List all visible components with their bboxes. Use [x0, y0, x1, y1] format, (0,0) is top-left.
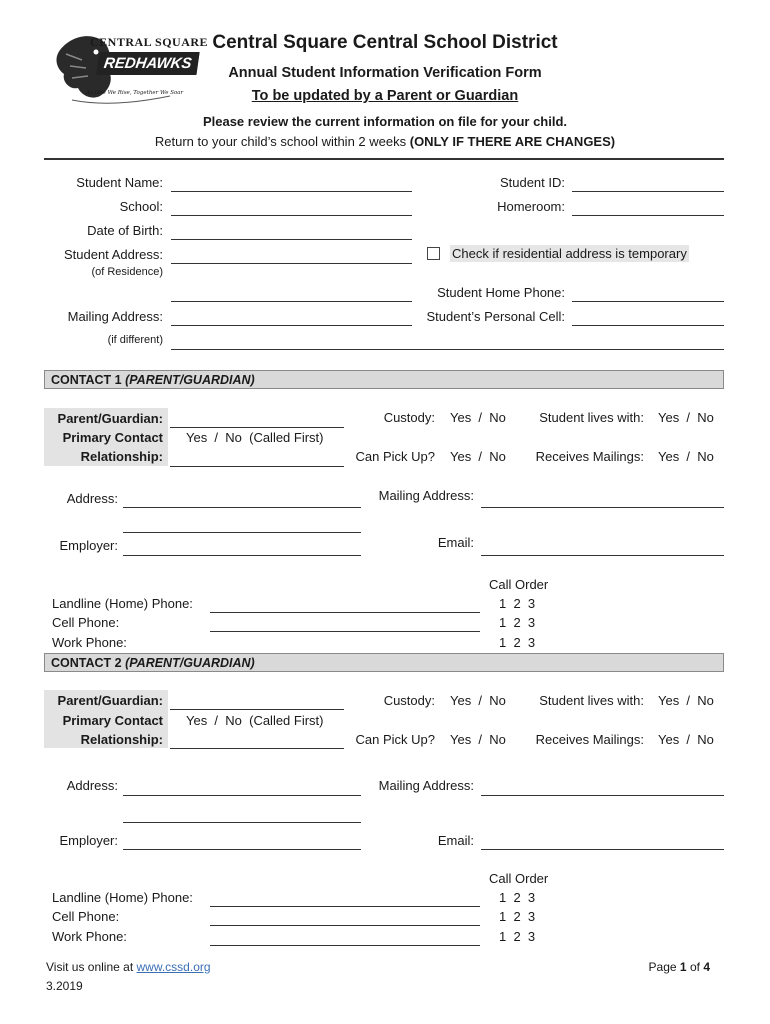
- mailing-address-sublabel: (if different): [107, 334, 163, 346]
- contact-1-address-field[interactable]: [123, 507, 361, 508]
- contact-1-mailings-options[interactable]: Yes / No: [658, 449, 714, 464]
- personal-cell-field[interactable]: [572, 325, 724, 326]
- contact-2-work-field[interactable]: [210, 945, 480, 946]
- homeroom-label: Homeroom:: [497, 199, 565, 214]
- contact-1-primary-options[interactable]: Yes / No (Called First): [186, 430, 324, 445]
- student-id-field[interactable]: [572, 191, 724, 192]
- contact-1-relationship-field[interactable]: [170, 466, 344, 467]
- contact-2-mailings-label: Receives Mailings:: [535, 732, 644, 747]
- contact-1-mailing-field[interactable]: [481, 507, 724, 508]
- student-address-field[interactable]: [171, 263, 412, 264]
- temporary-address-text: Check if residential address is temporary: [452, 246, 687, 261]
- contact-2-primary-options[interactable]: Yes / No (Called First): [186, 713, 324, 728]
- contact-2-relationship-field[interactable]: [170, 748, 344, 749]
- contact-2-pg-label: Parent/Guardian:: [57, 693, 163, 708]
- contact-1-employer-field[interactable]: [123, 555, 361, 556]
- dob-label: Date of Birth:: [87, 223, 163, 238]
- logo-tagline: As One We Rise, Together We Soar: [86, 90, 184, 96]
- student-address-label: Student Address:: [63, 247, 163, 262]
- student-id-label: Student ID:: [499, 175, 565, 190]
- mailing-address-field[interactable]: [171, 325, 412, 326]
- student-name-field[interactable]: [171, 191, 412, 192]
- student-name-label: Student Name:: [76, 175, 163, 190]
- contact-2-call-order-label: Call Order: [489, 871, 549, 886]
- contact-2-email-label: Email:: [437, 833, 474, 848]
- contact-2-address-label: Address:: [66, 778, 118, 793]
- return-note: [0, 134, 770, 149]
- contact-1-cell-field[interactable]: [210, 631, 480, 632]
- contact-1-primary-label: Primary Contact: [62, 430, 163, 445]
- contact-2-primary-label: Primary Contact: [62, 713, 163, 728]
- contact-1-relationship-label: Relationship:: [80, 449, 163, 464]
- contact-2-cell-field[interactable]: [210, 925, 480, 926]
- contact-1-heading-italic: (PARENT/GUARDIAN): [125, 373, 255, 387]
- review-note: Please review the current information on file for your child.: [202, 114, 568, 129]
- dob-field[interactable]: [171, 239, 412, 240]
- contact-2-pickup-label: Can Pick Up?: [355, 732, 435, 747]
- contact-1-mailings-label: Receives Mailings:: [535, 449, 644, 464]
- contact-2-custody-label: Custody:: [383, 693, 435, 708]
- contact-1-address-label: Address:: [66, 491, 118, 506]
- contact-1-address-field-2[interactable]: [123, 532, 361, 533]
- contact-2-landline-field[interactable]: [210, 906, 480, 907]
- footer-page-number: [649, 960, 710, 974]
- page-current: 1: [679, 960, 687, 974]
- contact-1-landline-order[interactable]: 1 2 3: [499, 596, 536, 611]
- contact-1-email-field[interactable]: [481, 555, 724, 556]
- contact-2-work-order[interactable]: 1 2 3: [499, 929, 536, 944]
- contact-2-pickup-options[interactable]: Yes / No: [450, 732, 506, 747]
- home-phone-label: Student Home Phone:: [437, 285, 565, 300]
- page-of: of: [689, 960, 700, 974]
- temporary-address-checkbox[interactable]: [427, 247, 440, 260]
- contact-2-address-field[interactable]: [123, 795, 361, 796]
- contact-1-cell-order[interactable]: 1 2 3: [499, 615, 536, 630]
- footer-version: 3.2019: [46, 979, 83, 993]
- contact-1-landline-label: Landline (Home) Phone:: [52, 596, 193, 611]
- contact-1-custody-label: Custody:: [383, 410, 435, 425]
- contact-1-heading: [44, 370, 724, 389]
- school-label: School:: [119, 199, 163, 214]
- footer-visit: [46, 960, 211, 974]
- update-note: To be updated by a Parent or Guardian: [251, 88, 519, 104]
- return-note-bold: (ONLY IF THERE ARE CHANGES): [409, 134, 616, 149]
- contact-1-cell-label: Cell Phone:: [52, 615, 120, 630]
- contact-2-mailings-options[interactable]: Yes / No: [658, 732, 714, 747]
- contact-1-pickup-label: Can Pick Up?: [355, 449, 435, 464]
- contact-2-mailing-field[interactable]: [481, 795, 724, 796]
- contact-2-relationship-label: Relationship:: [80, 732, 163, 747]
- footer-website-link[interactable]: www.cssd.org: [136, 960, 211, 974]
- form-title: Annual Student Information Verification Form: [228, 65, 542, 81]
- contact-2-lives-label: Student lives with:: [539, 693, 644, 708]
- temporary-address-label: [450, 246, 689, 261]
- contact-1-heading-text: CONTACT 1: [51, 373, 122, 387]
- logo-mid-text: REDHAWKS: [96, 52, 199, 75]
- contact-1-custody-options[interactable]: Yes / No: [450, 410, 506, 425]
- contact-1-pg-label: Parent/Guardian:: [57, 411, 163, 426]
- contact-1-landline-field[interactable]: [210, 612, 480, 613]
- contact-2-lives-options[interactable]: Yes / No: [658, 693, 714, 708]
- page-total: 4: [703, 960, 710, 974]
- district-title: Central Square Central School District: [212, 32, 558, 53]
- contact-1-pg-field[interactable]: [170, 427, 344, 428]
- student-address-field-2[interactable]: [171, 301, 412, 302]
- mailing-address-label: Mailing Address:: [67, 309, 163, 324]
- contact-2-heading: [44, 653, 724, 672]
- contact-2-employer-label: Employer:: [59, 833, 118, 848]
- mailing-address-field-2[interactable]: [171, 349, 724, 350]
- student-address-sublabel: (of Residence): [91, 266, 163, 278]
- contact-2-heading-text: CONTACT 2: [51, 656, 122, 670]
- header-divider: [44, 158, 724, 160]
- contact-2-mailing-label: Mailing Address:: [378, 778, 474, 793]
- school-field[interactable]: [171, 215, 412, 216]
- homeroom-field[interactable]: [572, 215, 724, 216]
- logo-top-text: CENTRAL SQUARE: [90, 35, 209, 49]
- personal-cell-label: Student’s Personal Cell:: [426, 309, 565, 324]
- contact-1-pickup-options[interactable]: Yes / No: [450, 449, 506, 464]
- footer-visit-text: Visit us online at: [46, 960, 134, 974]
- contact-1-work-label: Work Phone:: [52, 635, 127, 650]
- contact-1-email-label: Email:: [437, 535, 474, 550]
- contact-1-employer-label: Employer:: [59, 538, 118, 553]
- contact-1-lives-options[interactable]: Yes / No: [658, 410, 714, 425]
- contact-1-call-order-label: Call Order: [489, 577, 549, 592]
- contact-2-landline-order[interactable]: 1 2 3: [499, 890, 536, 905]
- contact-1-mailing-label: Mailing Address:: [378, 488, 474, 503]
- home-phone-field[interactable]: [572, 301, 724, 302]
- contact-2-work-label: Work Phone:: [52, 929, 127, 944]
- contact-2-heading-italic: (PARENT/GUARDIAN): [125, 656, 255, 670]
- contact-2-employer-field[interactable]: [123, 849, 361, 850]
- return-note-text: Return to your child’s school within 2 weeks: [154, 134, 407, 149]
- contact-2-custody-options[interactable]: Yes / No: [450, 693, 506, 708]
- contact-1-lives-label: Student lives with:: [539, 410, 644, 425]
- contact-2-cell-label: Cell Phone:: [52, 909, 120, 924]
- contact-2-address-field-2[interactable]: [123, 822, 361, 823]
- contact-1-work-order[interactable]: 1 2 3: [499, 635, 536, 650]
- contact-2-cell-order[interactable]: 1 2 3: [499, 909, 536, 924]
- page-prefix: Page: [648, 960, 677, 974]
- contact-2-landline-label: Landline (Home) Phone:: [52, 890, 193, 905]
- contact-2-email-field[interactable]: [481, 849, 724, 850]
- contact-2-pg-field[interactable]: [170, 709, 344, 710]
